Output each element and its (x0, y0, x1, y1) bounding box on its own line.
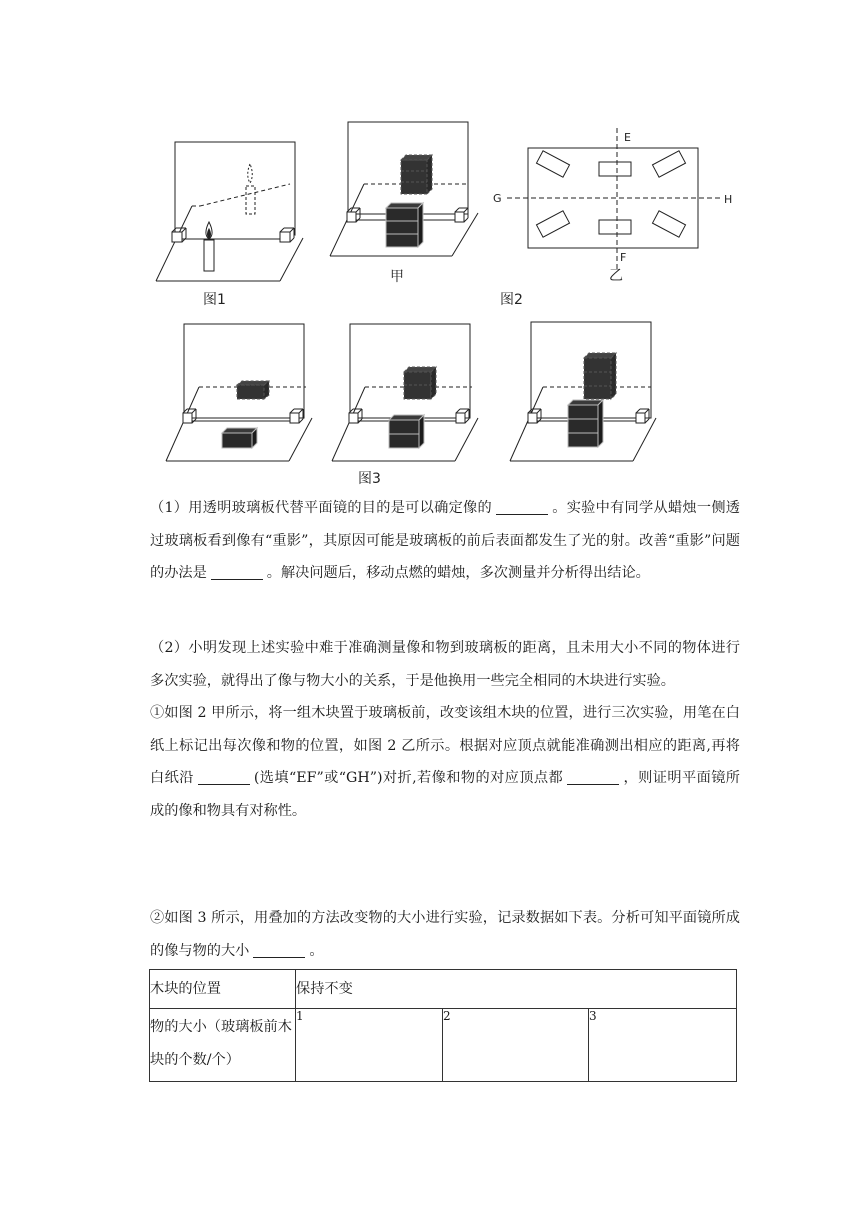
q1-text-b: 。实验中有同学从蜡烛一侧透过玻璃板看到像有“重影”，其原因可能是玻璃板的前后表面都发生了光的射。改善“重影”问题的办法是 (150, 500, 740, 581)
q1-text-a: （1）用透明玻璃板代替平面镜的目的是可以确定像的 (150, 500, 492, 516)
figure-2-caption: 图2 (500, 292, 523, 308)
label-g: G (493, 192, 502, 205)
table-cell-position-label: 木块的位置 (150, 970, 296, 1009)
question-1 (150, 492, 740, 590)
q2-sub-1 (150, 697, 740, 827)
label-h: H (724, 193, 733, 206)
figure-3-three-blocks (508, 320, 658, 467)
figure-2-yi-label: 乙 (609, 268, 623, 284)
figure-1-candle (150, 138, 310, 288)
q2-blank-3 (253, 943, 305, 958)
figure-2-yi (490, 128, 740, 283)
figure-2-jia-label: 甲 (390, 269, 404, 285)
q1-blank-2 (211, 565, 263, 580)
figure-3-one-block (164, 322, 314, 467)
table-row (150, 970, 737, 1009)
table-cell-size-2: 2 (443, 1009, 589, 1082)
figure-3-caption: 图3 (358, 471, 381, 487)
q2-sub1-text-c: ，则证明平面镜所成的像和物具有对称性。 (150, 770, 740, 819)
table-row (150, 1009, 737, 1082)
q2-sub2-text-b: 。 (309, 942, 324, 959)
q1-text-c: 。解决问题后，移动点燃的蜡烛，多次测量并分析得出结论。 (266, 565, 650, 581)
figure-3-two-blocks (330, 322, 480, 467)
question-2-part-2 (150, 902, 740, 967)
table-cell-position-value: 保持不变 (296, 970, 737, 1009)
q2-intro: （2）小明发现上述实验中难于准确测量像和物到玻璃板的距离，且未用大小不同的物体进行多次实验，就得出了像与物大小的关系，于是他换用一些完全相同的木块进行实验。 (150, 640, 740, 689)
q2-sub1-text-b: (选填“EF”或“GH”)对折,若像和物的对应顶点都 (253, 770, 564, 786)
q2-sub1-text-a: ①如图 2 甲所示，将一组木块置于玻璃板前，改变该组木块的位置，进行三次实验，用笔在白纸上标记出每次像和物的位置，如图 2 乙所示。根据对应顶点就能准确测出相应的距离,再将白纸沿 (150, 705, 740, 786)
table-cell-size-1: 1 (296, 1009, 443, 1082)
label-f: F (620, 251, 627, 264)
label-e: E (624, 131, 631, 144)
q2-sub2-text-a: ②如图 3 所示，用叠加的方法改变物的大小进行实验，记录数据如下表。分析可知平面镜所成的像与物的大小 (150, 910, 740, 959)
figure-2-jia (328, 120, 478, 265)
q1-blank-1 (496, 500, 548, 515)
data-table (149, 969, 737, 1082)
q2-blank-1 (198, 770, 250, 785)
q2-blank-2 (567, 770, 619, 785)
figure-1-caption: 图1 (203, 292, 226, 308)
table-cell-size-3: 3 (589, 1009, 737, 1082)
table-cell-size-label: 物的大小（玻璃板前木块的个数/个） (150, 1009, 296, 1082)
question-2 (150, 632, 740, 827)
